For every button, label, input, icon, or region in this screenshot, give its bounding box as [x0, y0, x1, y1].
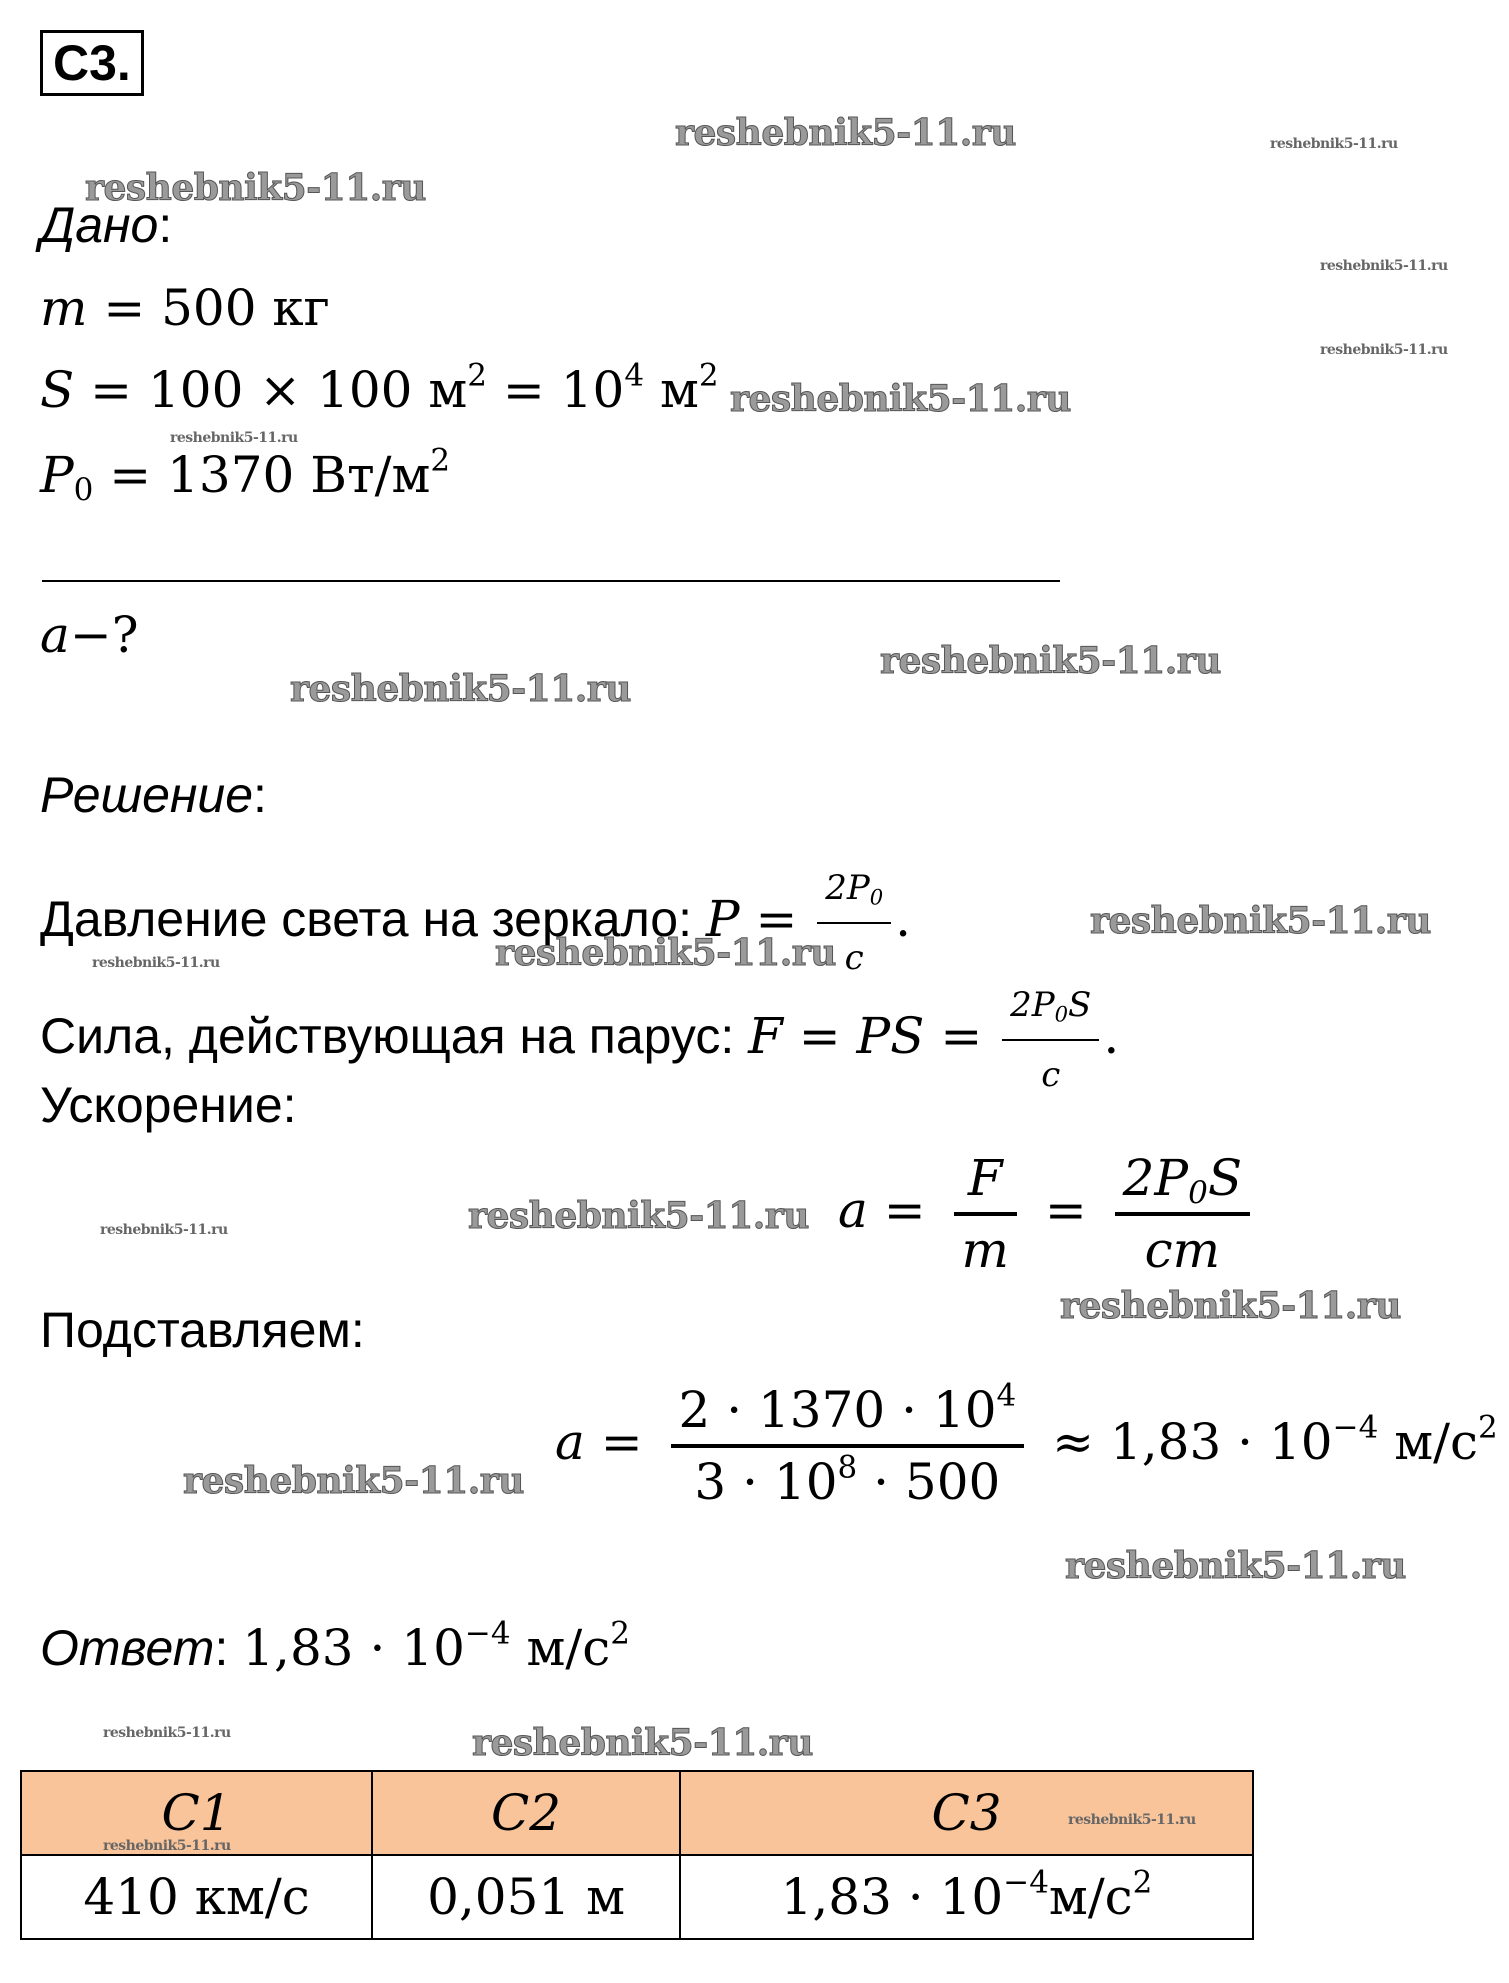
- given-mass: m = 500 кг: [40, 279, 330, 337]
- watermark: reshebnik5-11.ru: [1060, 1285, 1401, 1327]
- answer-table-cell-c1: 410 км/с: [21, 1855, 372, 1939]
- watermark: reshebnik5-11.ru: [1068, 1812, 1196, 1828]
- given-divider: [42, 580, 1060, 582]
- substitute-label: Подставляем:: [40, 1302, 365, 1358]
- solution-heading: Решение:: [40, 767, 267, 823]
- pressure-fraction: $\frac{2P_0}{c}$: [817, 858, 891, 988]
- answer-table-header: [21, 1771, 1253, 1855]
- acceleration-label: Ускорение:: [40, 1077, 297, 1133]
- watermark: reshebnik5-11.ru: [1320, 342, 1448, 358]
- given-solar-flux: $P_0 = 1370$ $Вт/м^2$: [40, 442, 451, 508]
- watermark: reshebnik5-11.ru: [495, 932, 836, 974]
- acceleration-formula: a = $\frac{F}{m}$ = $\frac{2P_0S}{cm}$: [838, 1148, 1262, 1280]
- force-fraction: $\frac{2P_0S}{c}$: [1002, 975, 1099, 1105]
- watermark: reshebnik5-11.ru: [170, 430, 298, 446]
- answer-table-row: [21, 1855, 1253, 1939]
- watermark: reshebnik5-11.ru: [1065, 1545, 1406, 1587]
- answer-table-cell-c3: $1,83 \cdot 10^{-4}м/с^2$: [680, 1855, 1253, 1939]
- substitution-formula: a = $\frac{2 \cdot 1370 \cdot 10^4}{3 \cdot 10^8 \cdot 500}$ ≈ $1,83 \cdot 10^{-4}$ $м/с^2$: [555, 1377, 1498, 1511]
- watermark: reshebnik5-11.ru: [85, 167, 426, 209]
- watermark: reshebnik5-11.ru: [290, 668, 631, 710]
- given-heading: Дано:: [40, 197, 173, 253]
- watermark: reshebnik5-11.ru: [675, 112, 1016, 154]
- watermark: reshebnik5-11.ru: [183, 1460, 524, 1502]
- watermark: reshebnik5-11.ru: [1270, 136, 1398, 152]
- watermark: reshebnik5-11.ru: [100, 1222, 228, 1238]
- watermark: reshebnik5-11.ru: [880, 640, 1221, 682]
- pressure-line: Давление света на зеркало: P = $\frac{2P_0}{c}$ .: [40, 858, 911, 988]
- watermark: reshebnik5-11.ru: [1320, 258, 1448, 274]
- answer-line: Ответ: $1,83 \cdot 10^{-4}$ $м/с^2$: [40, 1615, 630, 1677]
- answer-table-cell-c2: 0,051 м: [372, 1855, 680, 1939]
- given-area: S = 100 × 100 $м^2 = 10^4$ $м^2$: [40, 357, 719, 419]
- watermark: reshebnik5-11.ru: [103, 1838, 231, 1854]
- watermark: reshebnik5-11.ru: [1090, 900, 1431, 942]
- find-quantity: a−?: [40, 606, 139, 664]
- answer-table-header-c3: C3: [680, 1771, 1253, 1855]
- force-line: Сила, действующая на парус: F = PS = $\frac{2P_0S}{c}$ .: [40, 975, 1119, 1105]
- watermark: reshebnik5-11.ru: [472, 1722, 813, 1764]
- task-label: C3.: [40, 30, 144, 96]
- answer-table-header-c1: C1: [21, 1771, 372, 1855]
- watermark: reshebnik5-11.ru: [103, 1725, 231, 1741]
- watermark: reshebnik5-11.ru: [730, 378, 1071, 420]
- watermark: reshebnik5-11.ru: [92, 955, 220, 971]
- watermark: reshebnik5-11.ru: [468, 1195, 809, 1237]
- answer-table-header-c2: C2: [372, 1771, 680, 1855]
- answer-table: [20, 1770, 1254, 1940]
